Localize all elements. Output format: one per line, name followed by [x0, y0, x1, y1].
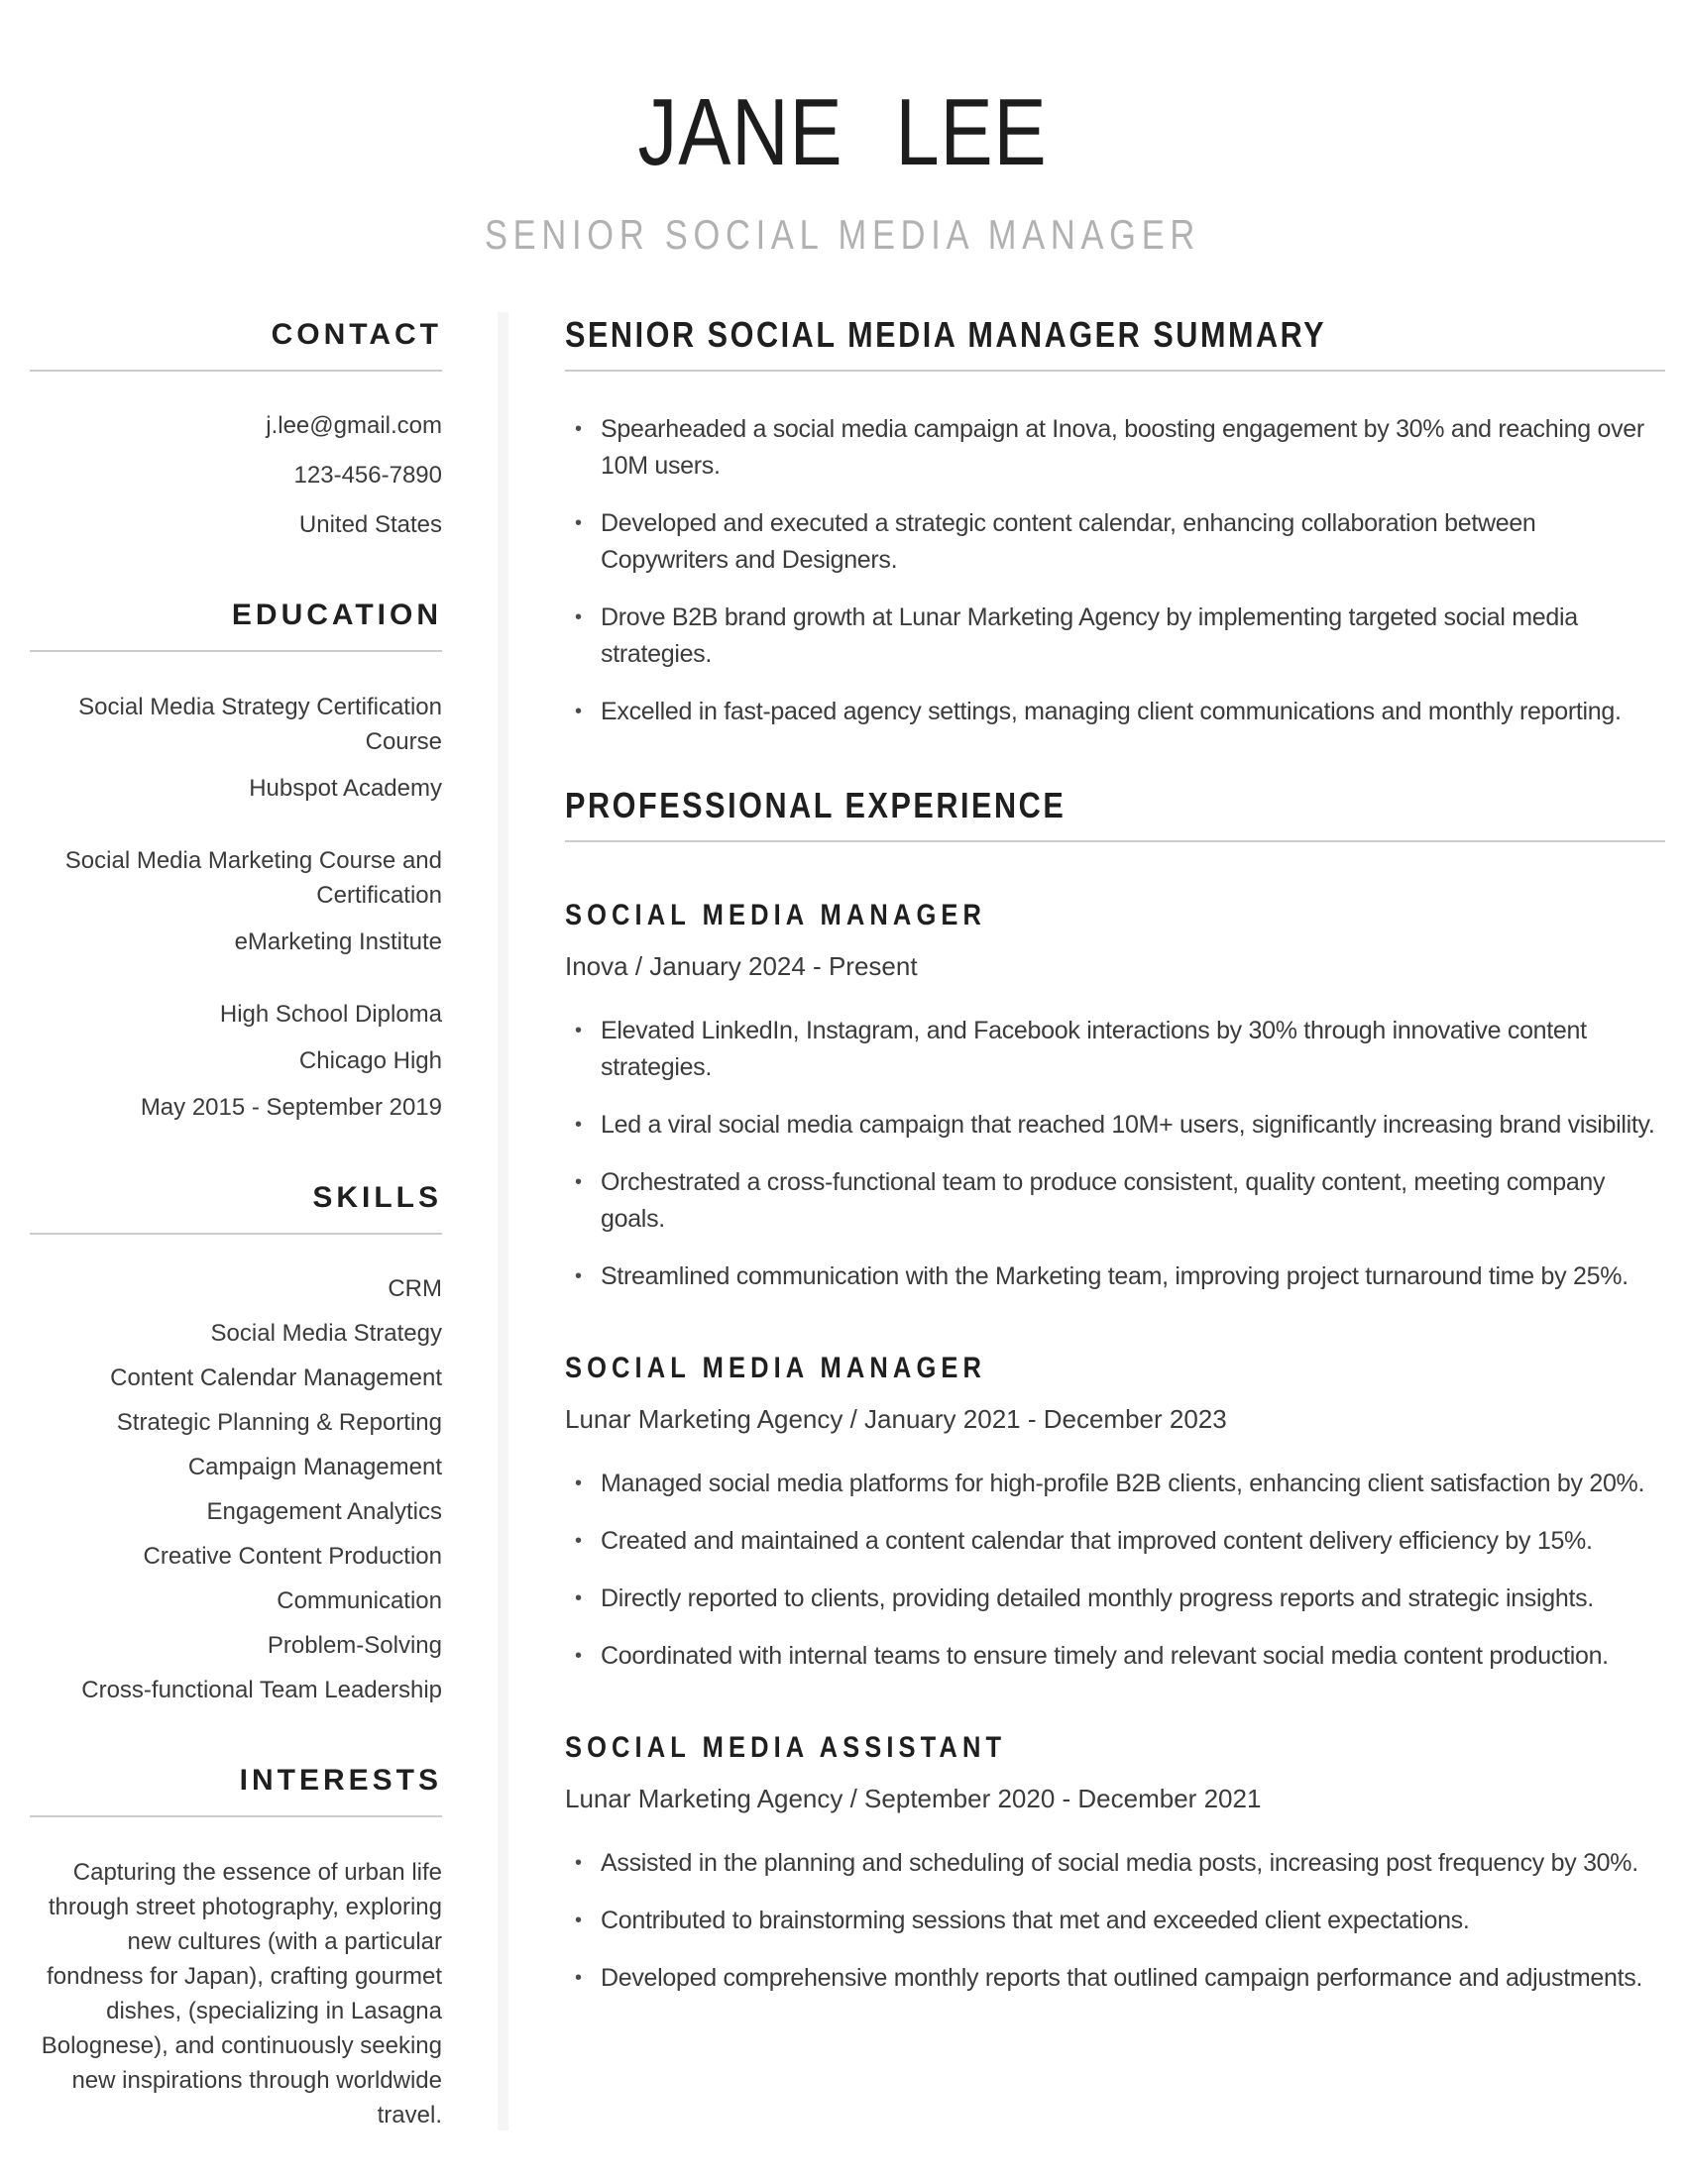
experience-heading: PROFESSIONAL EXPERIENCE: [565, 785, 1067, 825]
contact-heading: CONTACT: [271, 318, 442, 351]
contact-section: [30, 313, 442, 542]
summary-bullet: • Drove B2B brand growth at Lunar Marketing Agency by implementing targeted social media strategies.: [565, 600, 1665, 673]
summary-heading: SENIOR SOCIAL MEDIA MANAGER SUMMARY: [565, 314, 1327, 355]
summary-bullet: • Spearheaded a social media campaign at Inova, boosting engagement by 30% and reaching over 10M users.: [565, 411, 1665, 485]
job-title: SOCIAL MEDIA MANAGER: [565, 899, 987, 931]
skill-item: Problem-Solving: [267, 1632, 442, 1659]
jobs-list: [565, 898, 1665, 1997]
job-block: [565, 1351, 1665, 1675]
contact-list: [30, 409, 442, 542]
job-bullet: • Elevated LinkedIn, Instagram, and Facebook interactions by 30% through innovative content strategies.: [565, 1013, 1665, 1086]
job-meta: Lunar Marketing Agency / January 2021 - December 2023: [565, 1404, 1227, 1434]
job-bullet: • Directly reported to clients, providing detailed monthly progress reports and strategic insights.: [565, 1581, 1665, 1617]
job-meta: Lunar Marketing Agency / September 2020 - December 2021: [565, 1784, 1262, 1813]
interests-section: [30, 1759, 442, 2132]
summary-section: [565, 313, 1665, 730]
summary-bullet: • Excelled in fast-paced agency settings, managing client communications and monthly reporting.: [565, 694, 1665, 730]
left-column: [30, 313, 442, 2184]
skill-item: Strategic Planning & Reporting: [116, 1409, 442, 1436]
skill-item: Social Media Strategy: [210, 1320, 442, 1347]
job-bullet: • Coordinated with internal teams to ensure timely and relevant social media content production.: [565, 1638, 1665, 1675]
job-meta: Inova / January 2024 - Present: [565, 951, 918, 981]
experience-rule: [565, 840, 1665, 842]
skill-item: Content Calendar Management: [110, 1365, 442, 1391]
skills-rule: [30, 1233, 442, 1235]
education-rule: [30, 650, 442, 652]
main-column: [565, 313, 1665, 1997]
education-school: Hubspot Academy: [249, 775, 442, 802]
job-title: SOCIAL MEDIA ASSISTANT: [565, 1731, 1007, 1764]
job-bullets: [565, 1466, 1665, 1675]
summary-bullet: • Developed and executed a strategic content calendar, enhancing collaboration between Copywriters and Designers.: [565, 505, 1665, 579]
experience-section: [565, 784, 1665, 1997]
job-bullet: • Contributed to brainstorming sessions that met and exceeded client expectations.: [565, 1903, 1665, 1939]
job-bullet: • Led a viral social media campaign that reached 10M+ users, significantly increasing brand visibility.: [565, 1107, 1665, 1144]
header: [0, 79, 1685, 260]
interests-text: Capturing the essence of urban life through street photography, exploring new cultures (with a particular fondness for Japan), crafting gourmet dishes, (specializing in Lasagna Bolognese), and continuously seeking new inspirations through worldwide travel.: [41, 1859, 442, 2129]
skill-item: Campaign Management: [187, 1454, 442, 1480]
education-degree: Social Media Strategy Certification Course: [78, 694, 442, 755]
job-bullets: [565, 1845, 1665, 1997]
interests-heading: INTERESTS: [239, 1764, 442, 1797]
education-dates: May 2015 - September 2019: [140, 1094, 442, 1121]
contact-item: United States: [298, 511, 442, 538]
education-heading: EDUCATION: [231, 599, 442, 631]
education-entry: [30, 690, 442, 806]
skills-list: [30, 1272, 442, 1707]
job-bullet: • Created and maintained a content calendar that improved content delivery efficiency by 15%.: [565, 1523, 1665, 1560]
skills-heading: SKILLS: [312, 1181, 442, 1214]
education-school: Chicago High: [298, 1047, 442, 1074]
education-school: eMarketing Institute: [234, 928, 442, 955]
interests-rule: [30, 1815, 442, 1817]
job-block: [565, 1730, 1665, 1997]
education-list: [30, 690, 442, 1125]
candidate-title: SENIOR SOCIAL MEDIA MANAGER: [484, 211, 1201, 258]
education-degree: High School Diploma: [219, 1001, 442, 1028]
contact-rule: [30, 370, 442, 372]
education-degree: Social Media Marketing Course and Certification: [64, 847, 442, 909]
column-divider: [498, 312, 508, 2130]
education-entry: [30, 997, 442, 1125]
summary-list: [565, 411, 1665, 730]
contact-item: 123-456-7890: [293, 462, 442, 489]
skill-item: Communication: [277, 1587, 442, 1614]
skill-item: Cross-functional Team Leadership: [81, 1677, 442, 1703]
job-title: SOCIAL MEDIA MANAGER: [565, 1352, 987, 1384]
skills-section: [30, 1176, 442, 1707]
summary-rule: [565, 370, 1665, 372]
education-section: [30, 594, 442, 1125]
job-bullets: [565, 1013, 1665, 1295]
candidate-name: JANE LEE: [637, 79, 1048, 185]
skill-item: Creative Content Production: [143, 1543, 442, 1570]
contact-item: j.lee@gmail.com: [266, 412, 442, 439]
job-bullet: • Assisted in the planning and scheduling of social media posts, increasing post frequency by 30%.: [565, 1845, 1665, 1882]
skill-item: CRM: [388, 1275, 442, 1302]
job-bullet: • Orchestrated a cross-functional team to produce consistent, quality content, meeting company goals.: [565, 1164, 1665, 1238]
skill-item: Engagement Analytics: [206, 1498, 442, 1525]
job-bullet: • Developed comprehensive monthly reports that outlined campaign performance and adjustments.: [565, 1960, 1665, 1997]
job-bullet: • Streamlined communication with the Marketing team, improving project turnaround time by 25%.: [565, 1258, 1665, 1295]
job-block: [565, 898, 1665, 1295]
education-entry: [30, 843, 442, 959]
job-bullet: • Managed social media platforms for high-profile B2B clients, enhancing client satisfaction by 20%.: [565, 1466, 1665, 1502]
